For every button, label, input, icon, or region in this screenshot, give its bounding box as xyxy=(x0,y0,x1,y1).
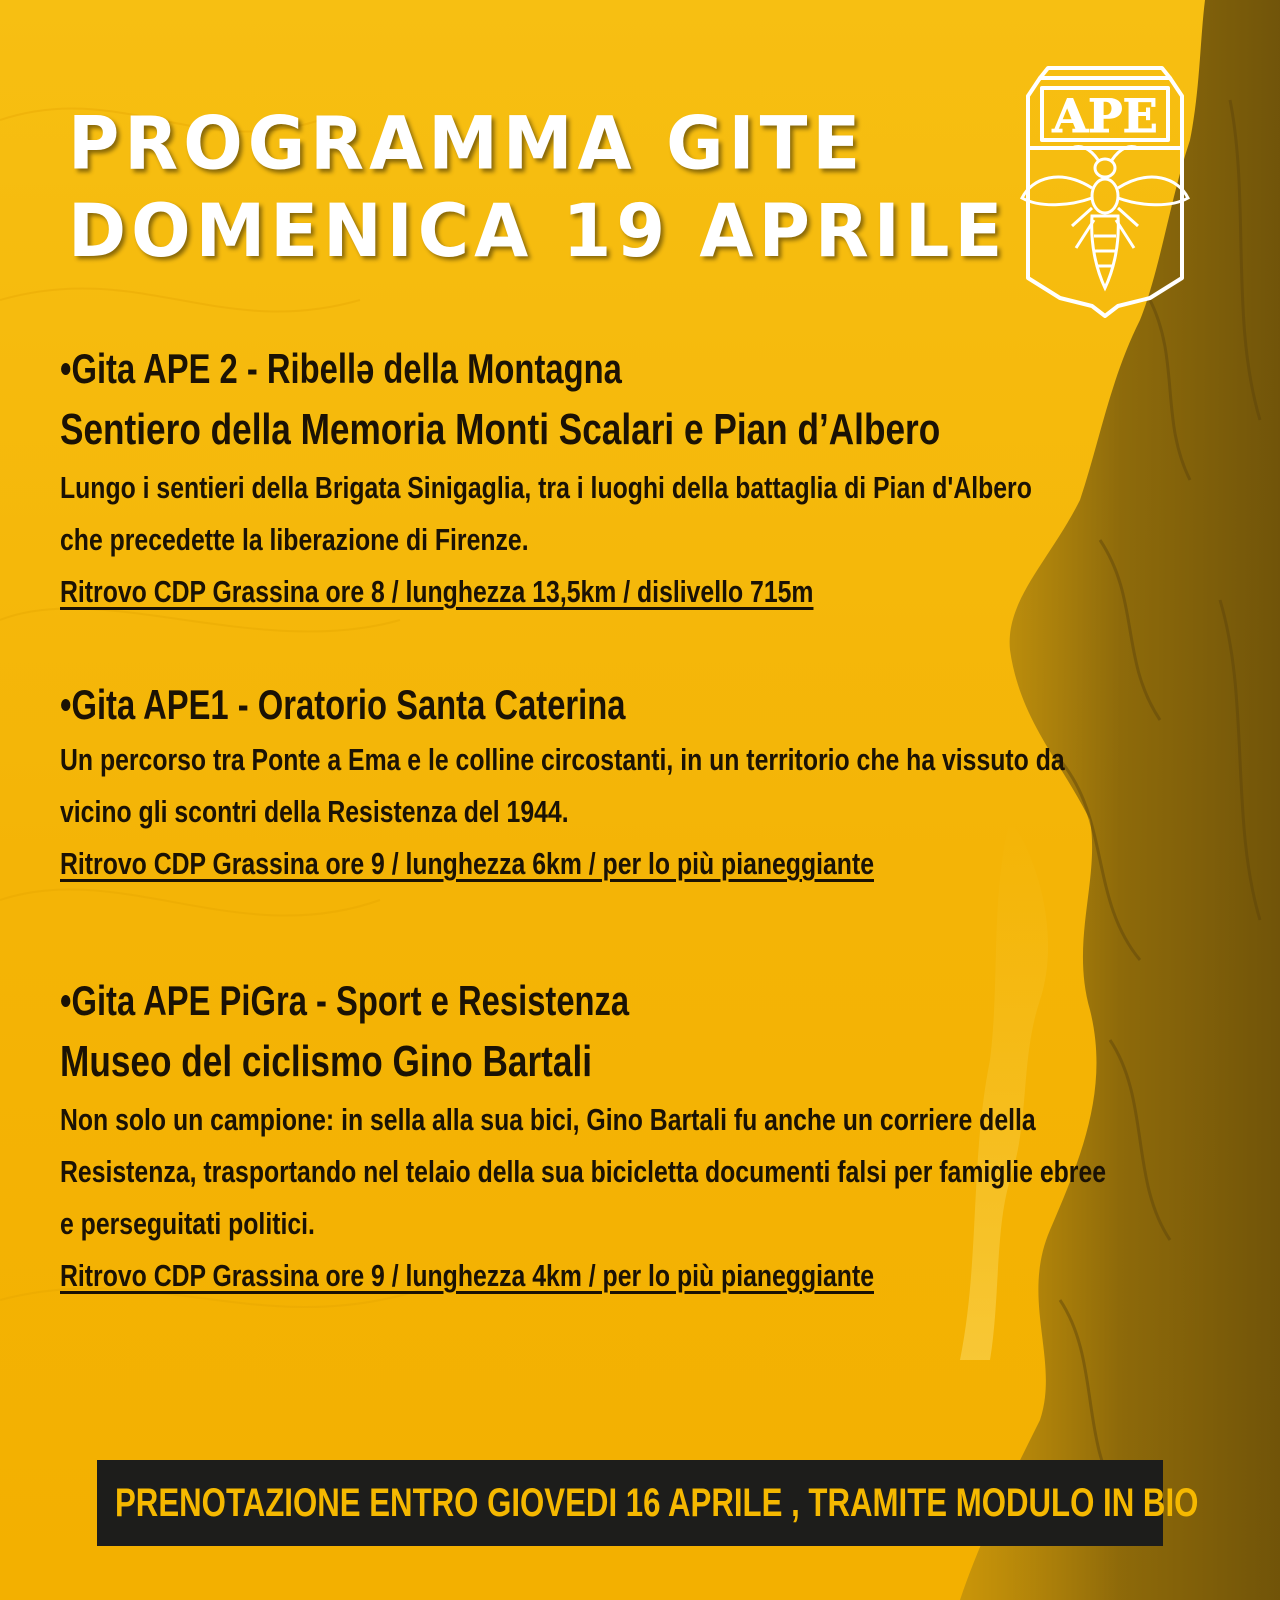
page-title xyxy=(68,100,1007,275)
trip-ape-2 xyxy=(60,340,1240,618)
logo-text: APE xyxy=(1052,89,1158,143)
trip-heading: •Gita APE1 - Oratorio Santa Caterina xyxy=(60,681,626,728)
trip-subheading: Sentiero della Memoria Monti Scalari e Pian d’Albero xyxy=(60,405,941,454)
trip-description-line: Lungo i sentieri della Brigata Sinigaglia, tra i luoghi della battaglia di Pian d'Albero xyxy=(60,470,1032,505)
trip-ape-pigra xyxy=(60,972,1240,1302)
trip-description-line: che precedette la liberazione di Firenze. xyxy=(60,522,529,557)
booking-text: PRENOTAZIONE ENTRO GIOVEDI 16 APRILE , TRAMITE MODULO IN BIO xyxy=(115,1481,1199,1525)
trip-description-line: Non solo un campione: in sella alla sua bici, Gino Bartali fu anche un corriere della xyxy=(60,1102,1036,1137)
trip-ape-1 xyxy=(60,676,1240,890)
trip-heading: •Gita APE 2 - Ribellə della Montagna xyxy=(60,345,622,392)
trip-description-line: Resistenza, trasportando nel telaio della sua bicicletta documenti falsi per famiglie ebree xyxy=(60,1154,1107,1189)
bee-shield-icon xyxy=(1010,48,1200,318)
booking-banner xyxy=(97,1460,1199,1546)
trip-meeting-info: Ritrovo CDP Grassina ore 9 / lunghezza 6km / per lo più pianeggiante xyxy=(60,846,874,881)
title-line-2: DOMENICA 19 APRILE xyxy=(68,188,1008,274)
trip-description-line: e perseguitati politici. xyxy=(60,1206,315,1241)
trip-meeting-info: Ritrovo CDP Grassina ore 9 / lunghezza 4km / per lo più pianeggiante xyxy=(60,1258,874,1293)
title-line-1: PROGRAMMA GITE xyxy=(68,101,866,187)
trip-heading: •Gita APE PiGra - Sport e Resistenza xyxy=(60,977,630,1024)
trip-description-line: Un percorso tra Ponte a Ema e le colline circostanti, in un territorio che ha vissuto da xyxy=(60,742,1065,777)
trip-meeting-info: Ritrovo CDP Grassina ore 8 / lunghezza 13,5km / dislivello 715m xyxy=(60,574,814,609)
trip-subheading: Museo del ciclismo Gino Bartali xyxy=(60,1037,593,1086)
trip-description-line: vicino gli scontri della Resistenza del 1944. xyxy=(60,794,569,829)
